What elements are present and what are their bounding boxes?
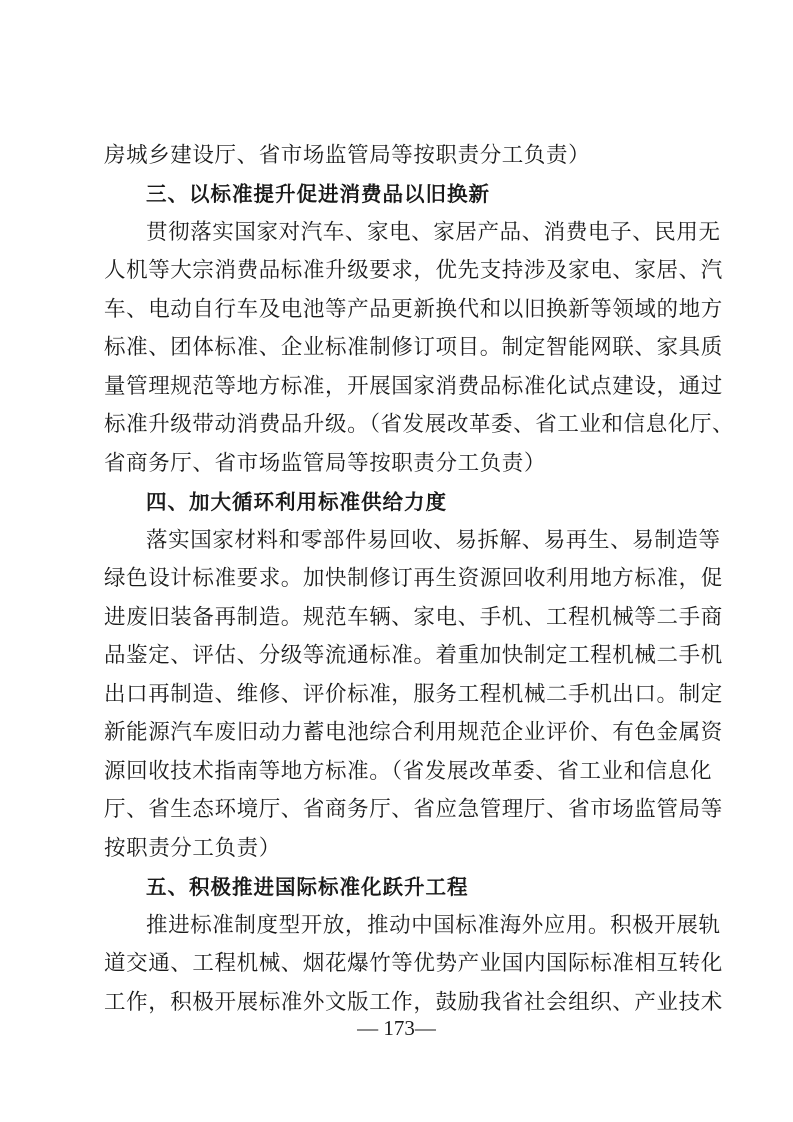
text-line: 进废旧装备再制造。规范车辆、家电、手机、工程机械等二手商: [104, 605, 723, 630]
text-line: 省商务厅、省市场监管局等按职责分工负责）: [104, 451, 547, 476]
text-line: 厅、省生态环境厅、省商务厅、省应急管理厅、省市场监管局等: [104, 797, 723, 822]
text-line: 绿色设计标准要求。加快制修订再生资源回收利用地方标准，促: [104, 566, 723, 591]
text-line: 量管理规范等地方标准，开展国家消费品标准化试点建设，通过: [104, 374, 723, 399]
text-line: 落实国家材料和零部件易回收、易拆解、易再生、易制造等: [146, 528, 721, 553]
text-line: 按职责分工负责）: [104, 836, 281, 861]
text-line: 标准升级带动消费品升级。（省发展改革委、省工业和信息化厅、: [104, 412, 735, 437]
text-line: 工作，积极开展标准外文版工作，鼓励我省社会组织、产业技术: [104, 990, 723, 1015]
text-line: 房城乡建设厅、省市场监管局等按职责分工负责）: [104, 143, 591, 168]
text-line: 人机等大宗消费品标准升级要求，优先支持涉及家电、家居、汽: [104, 258, 723, 283]
text-line: 源回收技术指南等地方标准。（省发展改革委、省工业和信息化: [104, 759, 713, 784]
text-line: 出口再制造、维修、评价标准，服务工程机械二手机出口。制定: [104, 682, 723, 707]
section-heading: 五、积极推进国际标准化跃升工程: [146, 875, 469, 899]
section-heading: 三、以标准提升促进消费品以旧换新: [146, 182, 490, 206]
text-line: 道交通、工程机械、烟花爆竹等优势产业国内国际标准相互转化: [104, 951, 723, 976]
text-line: 推进标准制度型开放，推动中国标准海外应用。积极开展轨: [146, 913, 721, 938]
text-line: 车、电动自行车及电池等产品更新换代和以旧换新等领域的地方: [104, 297, 723, 322]
section-heading: 四、加大循环利用标准供给力度: [146, 490, 447, 514]
text-line: 品鉴定、评估、分级等流通标准。着重加快制定工程机械二手机: [104, 643, 723, 668]
page-number: — 173—: [357, 1016, 436, 1040]
text-line: 标准、团体标准、企业标准制修订项目。制定智能网联、家具质: [104, 335, 723, 360]
text-line: 新能源汽车废旧动力蓄电池综合利用规范企业评价、有色金属资: [104, 720, 723, 745]
text-line: 贯彻落实国家对汽车、家电、家居产品、消费电子、民用无: [146, 220, 721, 245]
